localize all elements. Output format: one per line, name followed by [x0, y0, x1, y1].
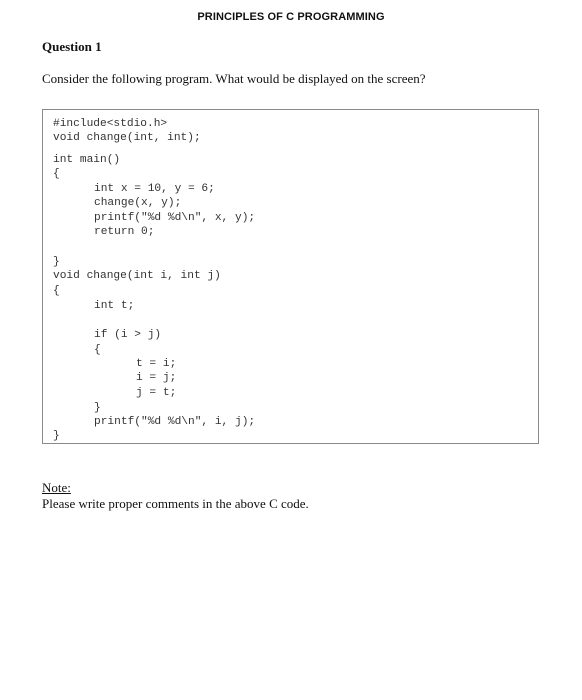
code-line: t = i; [136, 358, 177, 370]
code-line: } [53, 256, 60, 268]
code-line: return 0; [94, 226, 155, 238]
code-line: if (i > j) [94, 329, 162, 341]
question-title: Question 1 [42, 39, 102, 54]
document-header: PRINCIPLES OF C PROGRAMMING [197, 11, 385, 23]
code-line: change(x, y); [94, 197, 182, 209]
code-line: int x = 10, y = 6; [94, 183, 215, 195]
note-text: Please write proper comments in the above C code. [42, 496, 309, 511]
code-line: } [53, 430, 60, 442]
code-line: printf("%d %d\n", x, y); [94, 212, 256, 224]
code-line: i = j; [136, 372, 177, 384]
code-line: } [94, 402, 101, 414]
code-line: int t; [94, 300, 135, 312]
code-box [42, 109, 539, 444]
question-prompt: Consider the following program. What would be displayed on the screen? [42, 71, 426, 86]
code-line: void change(int, int); [53, 132, 201, 144]
code-line: { [53, 168, 60, 180]
code-line: { [53, 285, 60, 297]
code-line: j = t; [136, 387, 177, 399]
note-label: Note: [42, 480, 71, 495]
code-line: #include<stdio.h> [53, 118, 168, 130]
code-line: printf("%d %d\n", i, j); [94, 416, 256, 428]
code-line: { [94, 344, 101, 356]
code-line: int main() [53, 154, 121, 166]
code-line: void change(int i, int j) [53, 270, 221, 282]
